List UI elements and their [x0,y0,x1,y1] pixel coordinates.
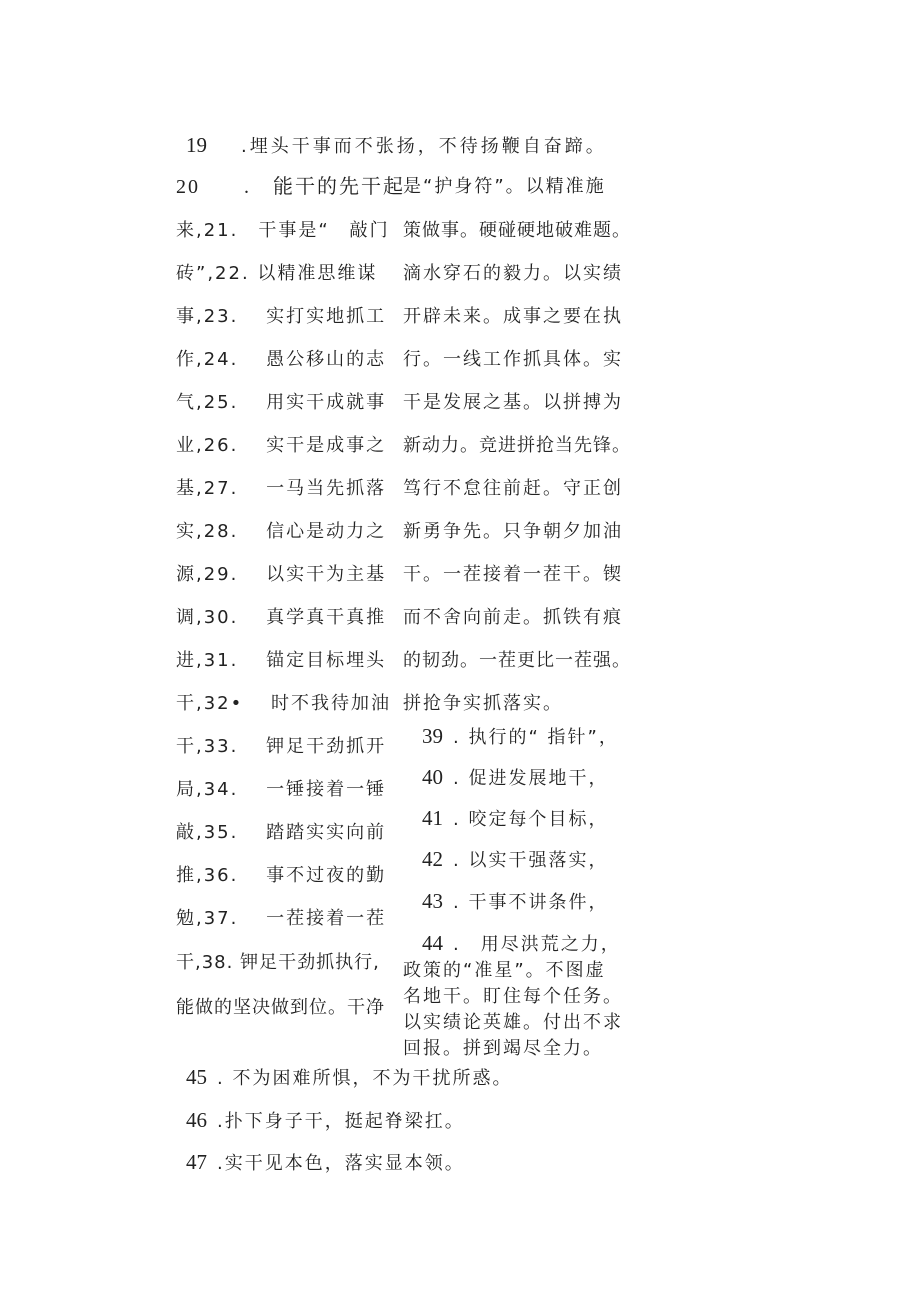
item-text: . 执行的“ 指针”， [453,727,619,748]
sub-item-41 [422,807,608,831]
tail-line: 回报。拼到竭尽全力。 [403,1038,603,1059]
right-line: 行。一线工作抓具体。实 [403,349,623,370]
right-line: 而不舍向前走。抓铁有痕 [403,607,623,628]
left-line: 气,25. 用实干成就事 [176,392,387,413]
right-line: 笃行不怠往前赶。守正创 [403,478,623,499]
sub-item-39 [422,725,619,749]
sub-item-42 [422,848,608,872]
left-line: 干,33. 钾足干劲抓开 [176,736,387,757]
right-line: 是“护身符”。以精准施 [403,176,606,197]
left-line: 事,23. 实打实地抓工 [176,306,387,327]
left-line: 勉,37. 一茬接着一茬 [176,908,387,929]
item-text: . 促进发展地干， [453,768,609,789]
item-number: 43 [422,889,443,913]
item-number: 46 [186,1108,207,1132]
item-number: 19 [186,133,207,157]
left-line: 局,34. 一锤接着一锤 [176,779,387,800]
right-line: 策做事。硬碰硬地破难题。 [403,220,631,241]
left-line: 敲,35. 踏踏实实向前 [176,822,387,843]
item-number: 39 [422,724,443,748]
item-19 [186,134,607,158]
item-text: .实干见本色，落实显本领。 [217,1153,465,1174]
item-number: 45 [186,1065,207,1089]
left-line: 源,29. 以实干为主基 [176,564,387,585]
item-number: 41 [422,806,443,830]
item-text: . 用尽洪荒之力， [453,934,621,955]
item-45 [186,1066,512,1090]
left-line: 干,38. 钾足干劲抓执行, [176,952,380,973]
sub-item-40 [422,766,608,790]
right-line: 的韧劲。一茬更比一茬强。 [403,650,631,671]
item-text: . 干事不讲条件， [453,892,609,913]
item-number: 42 [422,847,443,871]
left-line: 干,32• 时不我待加油 [176,693,391,714]
item-number: 40 [422,765,443,789]
right-line: 干。一茬接着一茬干。锲 [403,564,623,585]
sub-item-44 [422,932,621,956]
right-line: 干是发展之基。以拼搏为 [403,392,623,413]
item-47 [186,1151,465,1175]
left-line: 进,31. 锚定目标埋头 [176,650,387,671]
sub-item-43 [422,890,608,914]
item-46 [186,1109,465,1133]
right-line: 拼抢争实抓落实。 [403,693,563,714]
item-number: 44 [422,931,443,955]
left-line: 20 . 能干的先干起 [176,176,405,198]
item-text: . 以实干强落实， [453,850,609,871]
left-line: 基,27. 一马当先抓落 [176,478,387,499]
left-line: 作,24. 愚公移山的志 [176,349,387,370]
item-text: .扑下身子干，挺起脊梁扛。 [217,1111,465,1132]
left-line: 调,30. 真学真干真推 [176,607,387,628]
right-line: 滴水穿石的毅力。以实绩 [403,263,623,284]
item-text: .埋头干事而不张扬，不待扬鞭自奋蹄。 [241,136,607,157]
right-line: 新动力。竞进拼抢当先锋。 [403,435,631,456]
left-line: 业,26. 实干是成事之 [176,435,387,456]
tail-line: 政策的“准星”。不图虚 [403,960,606,981]
right-line: 新勇争先。只争朝夕加油 [403,521,623,542]
item-text: . 咬定每个目标， [453,809,609,830]
left-line: 推,36. 事不过夜的勤 [176,865,387,886]
right-line: 开辟未来。成事之要在执 [403,306,623,327]
item-number: 47 [186,1150,207,1174]
item-text: . 不为困难所惧，不为干扰所惑。 [217,1068,513,1089]
tail-line: 以实绩论英雄。付出不求 [403,1012,623,1033]
left-line: 砖”,22. 以精准思维谋 [176,263,378,284]
left-line: 实,28. 信心是动力之 [176,521,387,542]
left-line: 来,21. 干事是“ 敲门 [176,220,390,241]
left-line: 能做的坚决做到位。干净 [176,997,385,1018]
tail-line: 名地干。盯住每个任务。 [403,986,623,1007]
